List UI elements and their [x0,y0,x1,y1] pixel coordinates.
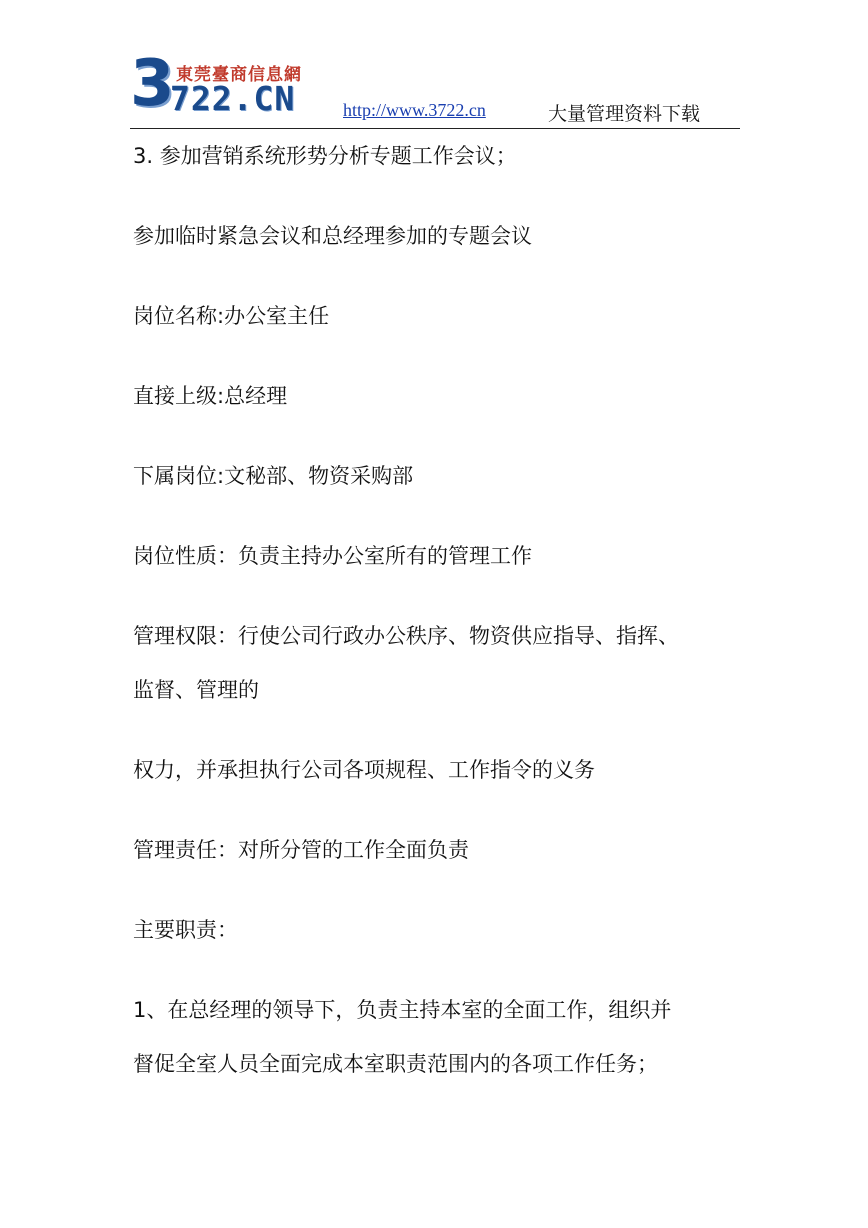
text-line: 监督、管理的 [133,678,259,702]
text-line: 下属岗位:文秘部、物资采购部 [133,464,414,488]
text-line: 直接上级:总经理 [133,384,288,408]
logo-chinese-name: 東莞臺商信息網 [176,65,302,85]
text-line: 岗位性质：负责主持办公室所有的管理工作 [133,544,532,568]
text-line: 督促全室人员全面完成本室职责范围内的各项工作任务； [133,1052,658,1076]
text-line: 管理责任：对所分管的工作全面负责 [133,838,469,862]
text-line: 主要职责： [133,918,238,942]
header-title: 大量管理资料下载 [548,103,701,125]
text-line: 3. 参加营销系统形势分析专题工作会议； [133,144,517,168]
logo-three: 3 [130,47,175,121]
text-line: 参加临时紧急会议和总经理参加的专题会议 [133,224,532,248]
text-line: 1、在总经理的领导下，负责主持本室的全面工作，组织并 [133,998,672,1022]
site-logo [130,47,330,124]
page-header [130,47,740,129]
text-line: 岗位名称:办公室主任 [133,304,330,328]
text-line: 管理权限：行使公司行政办公秩序、物资供应指导、指挥、 [133,624,679,648]
site-url-link[interactable]: http://www.3722.cn [343,100,486,120]
logo-domain: 722.CN [170,79,296,118]
text-line: 权力，并承担执行公司各项规程、工作指令的义务 [133,758,595,782]
